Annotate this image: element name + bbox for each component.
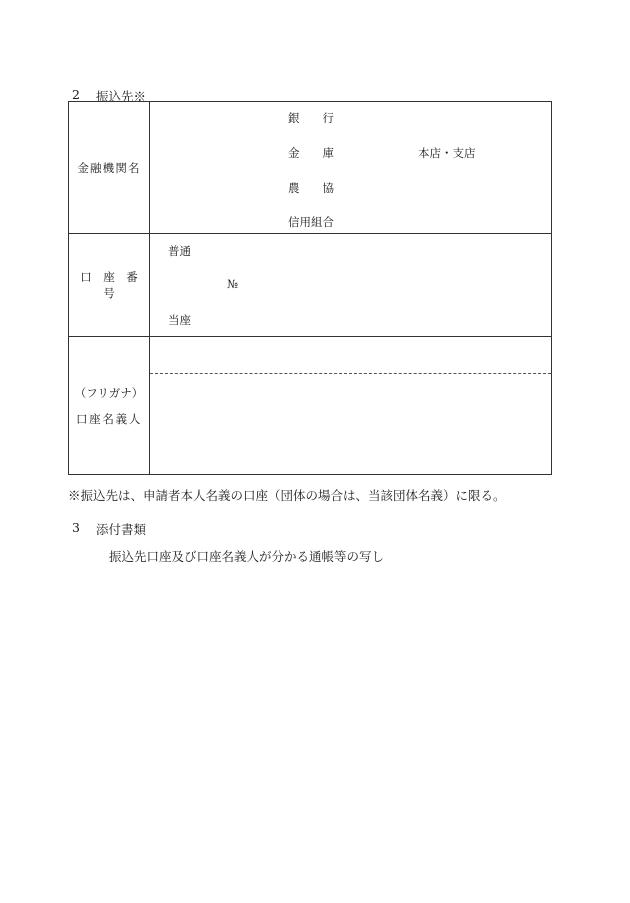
account-type-ordinary[interactable]: 普通 <box>168 244 191 258</box>
bank-type-nokyo[interactable]: 農 協 <box>288 181 334 195</box>
bank-label-cell <box>69 102 150 234</box>
transfer-note: ※振込先は、申請者本人名義の口座（団体の場合は、当該団体名義）に限る。 <box>68 488 506 503</box>
section-2-title: 振込先※ <box>96 89 147 104</box>
account-type-current[interactable]: 当座 <box>168 313 191 327</box>
account-holder-field[interactable] <box>150 374 551 474</box>
transfer-destination-table <box>68 101 552 475</box>
account-no-label: № <box>227 277 238 291</box>
furigana-field[interactable] <box>150 337 551 373</box>
account-holder-row <box>69 337 552 475</box>
bank-type-bank[interactable]: 銀 行 <box>288 111 334 125</box>
furigana-label: （フリガナ） <box>74 385 144 400</box>
account-number-input-cell[interactable] <box>150 234 552 337</box>
bank-type-credit-union[interactable]: 信用組合 <box>288 215 334 229</box>
branch-type[interactable]: 本店・支店 <box>418 146 476 160</box>
section-3-number: 3 <box>72 520 80 535</box>
bank-input-cell[interactable] <box>150 102 552 234</box>
account-holder-input-cell[interactable] <box>150 337 552 475</box>
attachment-description: 振込先口座及び口座名義人が分かる通帳等の写し <box>109 549 385 564</box>
account-holder-label-cell <box>69 337 150 475</box>
bank-type-shinkin[interactable]: 金 庫 <box>288 146 334 160</box>
bank-label: 金融機関名 <box>77 160 141 175</box>
section-3-title: 添付書類 <box>96 522 147 537</box>
account-number-label: 口 座 番 号 <box>80 270 150 300</box>
account-number-row <box>69 234 552 337</box>
section-2-number: 2 <box>72 87 80 102</box>
account-number-label-cell <box>69 234 150 337</box>
bank-row <box>69 102 552 234</box>
account-holder-label: 口座名義人 <box>75 411 143 426</box>
